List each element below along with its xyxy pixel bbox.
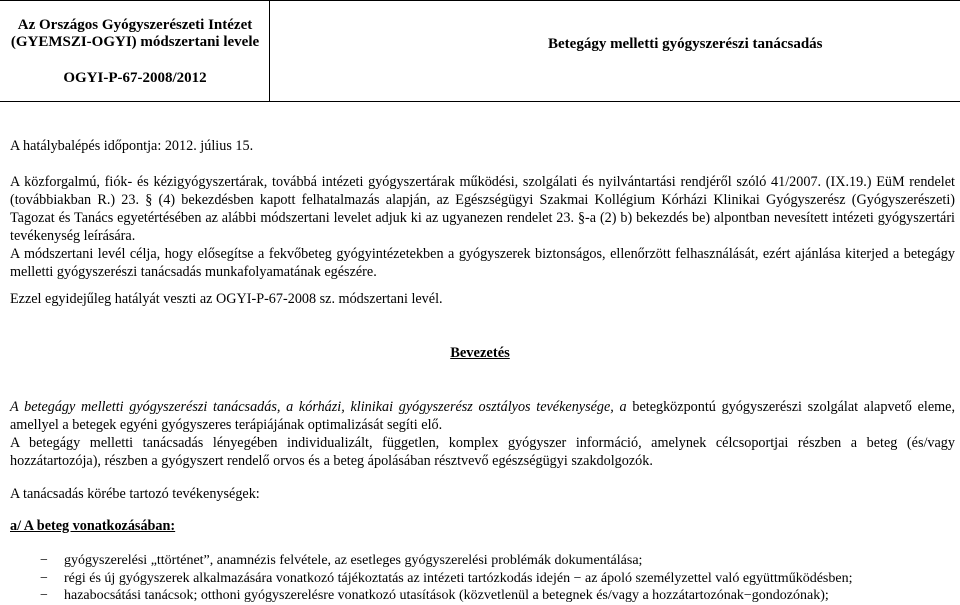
definition-rest: betegközpontú gyógyszerészi szolgálat alapvető eleme, amellyel a betegek egyéni gyógyszeres terápiájának optimalizását segíti elő.: [10, 399, 955, 433]
list-item: [40, 570, 852, 588]
document-header: [0, 0, 960, 102]
definition-italic: A betegágy melletti gyógyszerészi tanácsadás, a kórházi, klinikai gyógyszerész osztályos tevékenysége, a: [10, 399, 627, 415]
purpose-paragraph: A módszertani levél célja, hogy elősegítse a fekvőbeteg gyógyintézetekben a gyógyszerek biztonságos, ellenőrzött felhasználását, ezért ajánlása kiterjed a betegágy melletti gyógyszerészi tanácsadás munkafolyamatának egészére.: [10, 246, 955, 280]
effective-date: A hatálybalépés időpontja: 2012. július 15.: [10, 138, 254, 154]
document-title: Betegágy melletti gyógyszerészi tanácsadás: [548, 36, 823, 52]
list-item-text: régi és új gyógyszerek alkalmazására vonatkozó tájékoztatás az intézeti tartózkodás idején − az ápoló személyzettel való együttműködésben;: [64, 570, 853, 586]
repeal-paragraph: Ezzel egyidejűleg hatályát veszti az OGYI-P-67-2008 sz. módszertani levél.: [10, 291, 443, 307]
definition-paragraph: [10, 398, 955, 434]
scope-intro: A tanácsadás körébe tartozó tevékenységek:: [10, 486, 260, 502]
list-item-text: hazabocsátási tanácsok; otthoni gyógyszerelésre vonatkozó utasítások (közvetlenül a betegnek és/vagy a hozzátartozónak−gondozónak);: [64, 588, 829, 603]
list-item-text: gyógyszerelési „ttörténet”, anamnézis felvétele, az esetleges gyógyszerelési problémák dokumentálása;: [64, 553, 643, 568]
intro-paragraph: A közforgalmú, fiók- és kézigyógyszertárak, továbbá intézeti gyógyszertárak működési, szolgálati és nyilvántartási rendjéről szóló 41/2007. (IX.19.) EüM rendelet (továbbiakban R.) 23. § (4) bekezdésben kapott felhatalmazás alapján, az Egészségügyi Szakmai Kollégium Kórházi Klinikai Gyógyszerész (Gyógyszerészeti) Tagozat és Tanács egyetértésében az alábbi módszertani levelet adjuk ki az ugyanezen rendelet 23. §-a (2) b) bekezdés be) alpontban nevesített intézeti gyógyszertári tevékenység leírására.: [10, 174, 955, 244]
dash-bullet: −: [40, 553, 48, 568]
dash-bullet: −: [40, 570, 48, 586]
org-line-1: Az Országos Gyógyszerészeti Intézet: [17, 17, 253, 33]
list-item: [40, 587, 852, 605]
section-title-introduction: Bevezetés: [450, 345, 510, 361]
document-code: OGYI-P-67-2008/2012: [63, 70, 207, 86]
patient-section-heading: a/ A beteg vonatkozásában:: [10, 518, 176, 534]
dash-bullet: −: [40, 588, 48, 603]
header-right-cell: [270, 1, 960, 102]
individualized-paragraph: A betegágy melletti tanácsadás lényegében individualizált, független, komplex gyógyszer információ, amelynek célcsoportjai részben a beteg (és/vagy hozzátartozója), részben a gyógyszert rendelő orvos és a beteg ápolásában résztvevő egészségügyi szakdolgozók.: [10, 435, 955, 469]
issuing-organization: [0, 17, 270, 51]
org-line-2: (GYEMSZI-OGYI) módszertani levele: [10, 34, 260, 50]
patient-activities-list: [40, 552, 852, 605]
header-left-cell: [0, 1, 270, 102]
list-item: [40, 552, 852, 570]
